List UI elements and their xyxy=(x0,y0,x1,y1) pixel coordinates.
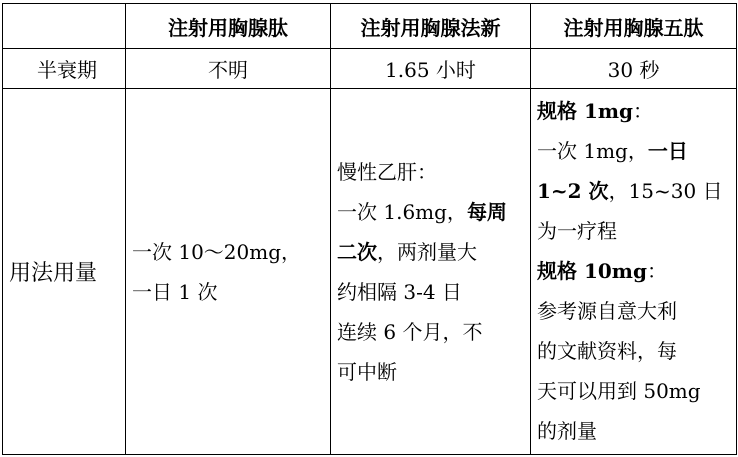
header-thymalfasin: 注射用胸腺法新 xyxy=(331,4,531,49)
dosage-thymopentin-line xyxy=(537,211,730,251)
text-run: 参考源自意大利 xyxy=(537,299,677,323)
dosage-thymosin-line: 一次 10～20mg， xyxy=(132,239,302,264)
dosage-thymalfasin-line xyxy=(337,232,524,272)
dosage-thymalfasin-line xyxy=(337,272,524,312)
bold-text-run: 每周 xyxy=(466,199,507,224)
bold-text-run: 规格 10mg xyxy=(537,259,647,283)
bold-text-run: 一日 xyxy=(647,139,688,163)
text-run: 为一疗程 xyxy=(537,219,617,243)
text-run: ： xyxy=(646,259,667,283)
dosage-thymopentin xyxy=(531,89,737,455)
header-thymosin: 注射用胸腺肽 xyxy=(126,4,331,49)
text-run: 天可以用到 50mg xyxy=(537,379,701,403)
dosage-thymopentin-line xyxy=(537,91,730,131)
text-run: 一次 1.6mg， xyxy=(337,199,467,224)
dosage-row xyxy=(3,89,737,455)
text-run: 慢性乙肝： xyxy=(337,159,437,184)
text-run: 的剂量 xyxy=(537,419,597,443)
text-run: 约相隔 3-4 日 xyxy=(337,279,462,304)
text-run: ： xyxy=(633,99,654,123)
bold-text-run: 规格 1mg xyxy=(537,99,634,123)
dosage-thymopentin-line xyxy=(537,251,730,291)
dosage-thymopentin-line xyxy=(537,411,730,451)
dosage-thymalfasin-line xyxy=(337,152,524,192)
comparison-table xyxy=(2,3,737,455)
half-life-thymosin: 不明 xyxy=(126,49,331,89)
bold-text-run: 二次 xyxy=(337,239,377,264)
header-thymopentin: 注射用胸腺五肽 xyxy=(531,4,737,49)
dosage-thymosin-line: 一日 1 次 xyxy=(132,279,218,304)
half-life-thymalfasin: 1.65 小时 xyxy=(331,49,531,89)
text-run: ，15~30 日 xyxy=(608,179,723,203)
bold-text-run: 1~2 次 xyxy=(537,179,609,203)
dosage-thymopentin-line xyxy=(537,371,730,411)
half-life-label: 半衰期 xyxy=(3,49,126,89)
text-run: 的文献资料，每 xyxy=(537,339,677,363)
half-life-row xyxy=(3,49,737,89)
text-run: 可中断 xyxy=(337,359,397,384)
dosage-thymalfasin xyxy=(331,89,531,455)
dosage-label: 用法用量 xyxy=(3,89,126,455)
dosage-thymopentin-line xyxy=(537,171,730,211)
text-run: 一次 1mg， xyxy=(537,139,648,163)
text-run: 连续 6 个月，不 xyxy=(337,319,483,344)
dosage-thymopentin-line xyxy=(537,331,730,371)
header-row xyxy=(3,4,737,49)
dosage-thymopentin-line xyxy=(537,131,730,171)
text-run: ，两剂量大 xyxy=(377,239,477,264)
dosage-thymalfasin-line xyxy=(337,312,524,352)
dosage-thymalfasin-line xyxy=(337,192,524,232)
dosage-thymopentin-line xyxy=(537,291,730,331)
dosage-thymalfasin-line xyxy=(337,352,524,392)
header-corner-cell xyxy=(3,4,126,49)
dosage-thymosin xyxy=(126,89,331,455)
half-life-thymopentin: 30 秒 xyxy=(531,49,737,89)
